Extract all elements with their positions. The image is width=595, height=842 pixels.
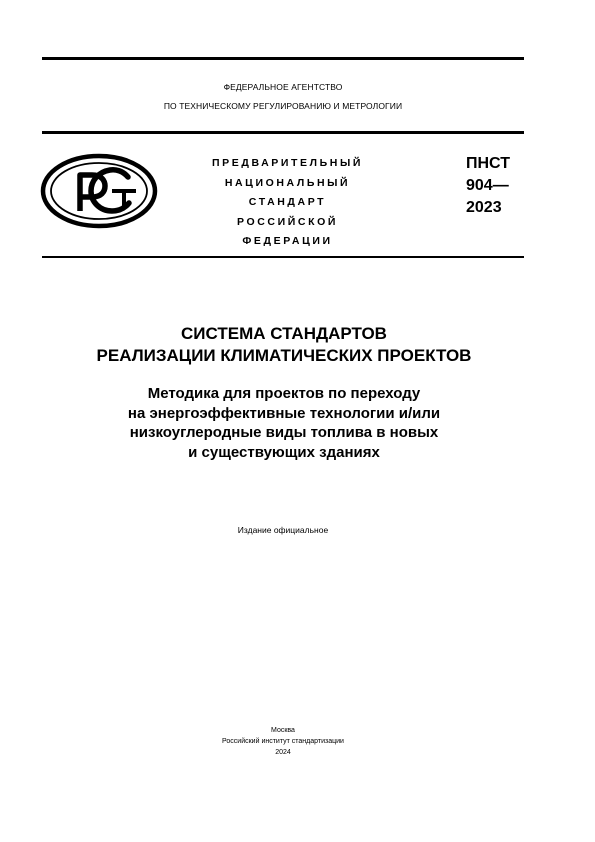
title-line-2: РЕАЛИЗАЦИИ КЛИМАТИЧЕСКИХ ПРОЕКТОВ [96,346,472,365]
subtitle-line-4: и существующих зданиях [188,443,380,461]
standard-number-year: 2023 [466,199,502,216]
agency-line-2: ПО ТЕХНИЧЕСКОМУ РЕГУЛИРОВАНИЮ И МЕТРОЛОГИИ [163,101,403,111]
standard-type [200,154,375,252]
gost-r-logo-icon [40,153,158,229]
imprint-publisher: Российский институт стандартизации [222,738,344,745]
standard-type-line-5: ФЕДЕРАЦИИ [242,235,333,247]
title-line-1: СИСТЕМА СТАНДАРТОВ [181,324,387,343]
imprint [42,725,524,758]
imprint-year: 2024 [275,749,291,756]
edition-label: Издание официальное [237,525,329,535]
standard-type-line-2: НАЦИОНАЛЬНЫЙ [224,176,351,189]
title-rule [42,256,524,258]
standard-number [466,153,510,219]
imprint-city: Москва [271,727,295,734]
header-rule [42,131,524,134]
subtitle-line-1: Методика для проектов по переходу [147,385,421,402]
subtitle-line-3: низкоуглеродные виды топлива в новых [129,424,439,441]
top-rule [42,57,524,60]
page-subtitle [30,384,538,462]
standard-number-prefix: ПНСТ [466,155,510,172]
page-title [30,323,538,367]
standard-number-value: 904— [466,177,509,194]
standard-type-line-4: РОССИЙСКОЙ [237,215,338,228]
standard-type-line-1: ПРЕДВАРИТЕЛЬНЫЙ [212,157,363,169]
standard-type-line-3: СТАНДАРТ [248,196,327,208]
subtitle-line-2: на энергоэффективные технологии и/или [127,404,441,422]
agency-line-1: ФЕДЕРАЛЬНОЕ АГЕНТСТВО [223,82,343,92]
